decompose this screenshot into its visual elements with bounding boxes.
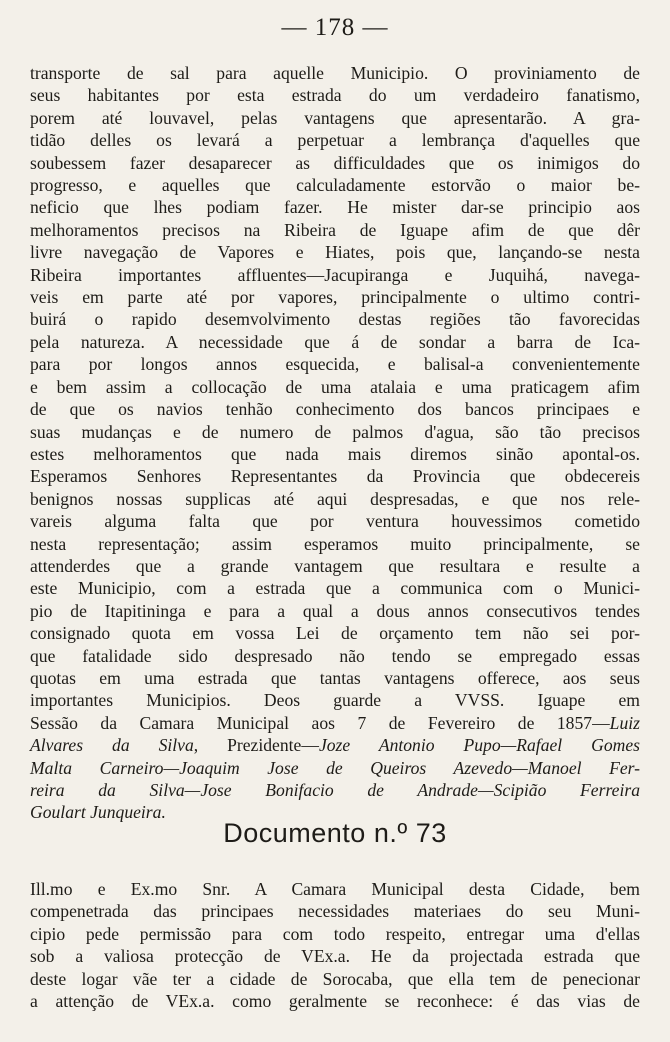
text-line: sob a valiosa protecção de VEx.a. He da projectada estrada que [30,946,640,967]
page-number: — 178 — [281,14,389,41]
text-line: compenetrada das principaes necessidades materiaes do seu Muni- [30,901,640,922]
text-line: e bem assim a collocação de uma atalaia e uma praticagem afim [30,376,640,397]
text-line: porem até louvavel, pelas vantagens que apresentarão. A gra- [30,107,640,128]
text-line: para por longos annos esquecida, e balisal-a convenientemente [30,354,640,375]
text-line: neficio que lhes podiam fazer. He mister dar-se principio aos [30,197,640,218]
text-line: attenderdes que a grande vantagem que resultara e resulte a [30,555,640,576]
text-line: de que os navios tenhão conhecimento dos bancos principaes e [30,399,640,420]
text-line: veis em parte até por vapores, principalmente o ultimo contri- [30,287,640,308]
text-line: melhoramentos precisos na Ribeira de Iguape afim de que dêr [30,219,640,240]
signature-line [30,779,640,801]
text-line: importantes Municipios. Deos guarde a VVSS. Iguape em [30,690,640,711]
text-line: benignos nossas supplicas até aqui despresadas, e que nos rele- [30,488,640,509]
text-line: pela natureza. A necessidade que á de sondar a barra de Ica- [30,331,640,352]
text-line: buirá o rapido desemvolvimento destas regiões tão favorecidas [30,309,640,330]
document-heading: Documento n.º 73 [223,818,447,848]
text-line: quotas em uma estrada que tantas vantagens offerece, aos seus [30,667,640,688]
signatory-title: , Prezidente— [193,735,319,756]
signature-line [30,734,640,756]
text-line: vareis alguma falta que por ventura houvessimos cometido [30,511,640,532]
text-line: consignado quota em vossa Lei de orçamento tem não sei por- [30,623,640,644]
signatory-name: Goulart Junqueira. [30,802,166,823]
signature-line [30,712,640,734]
signatory-names: reira da Silva—Jose Bonifacio de Andrade—Scipião Ferreira [30,780,640,800]
text-line: Sessão da Camara Municipal aos 7 de Fevereiro de 1857— [30,712,610,733]
text-line: Ill.mo e Ex.mo Snr. A Camara Municipal desta Cidade, bem [30,879,640,899]
text-line: progresso, e aquelles que calculadamente estorvão o maior be- [30,175,640,196]
text-line: seus habitantes por esta estrada do um verdadeiro fanatismo, [30,85,640,106]
signatory-names: Malta Carneiro—Joaquim Jose de Queiros Azevedo—Manoel Fer- [30,757,640,778]
text-line: Esperamos Senhores Representantes da Provincia que obdecereis [30,466,640,487]
signatory-name: Alvares da Silva [30,735,194,756]
text-line: tidão delles os levará a perpetuar a lembrança d'aquelles que [30,130,640,151]
text-line: soubessem fazer desaparecer as difficuldades que os inimigos do [30,152,640,173]
signature-line [30,757,640,779]
text-line: Ribeira importantes affluentes—Jacupiranga e Juquihá, navega- [30,264,640,285]
text-line: pio de Itapitininga e para a qual a dous annos consecutivos tendes [30,600,640,621]
signatory-name: Luiz [609,712,640,733]
paragraph-1 [30,62,640,824]
text-line: transporte de sal para aquelle Municipio. O proviniamento de [30,63,640,83]
signatory-name: Joze Antonio Pupo—Rafael Gomes [318,735,640,756]
text-line: nesta representação; assim esperamos muito principalmente, se [30,533,640,554]
text-line: a attenção de VEx.a. como geralmente se reconhece: é das vias de [30,991,640,1012]
text-line: que fatalidade sido despresado não tendo se empregado essas [30,645,640,666]
paragraph-2 [30,878,640,1012]
text-line: livre navegação de Vapores e Hiates, pois que, lançando-se nesta [30,242,640,263]
text-line: cipio pede permissão para com todo respeito, entregar uma d'ellas [30,923,640,944]
text-line: este Municipio, com a estrada que a communica com o Munici- [30,578,640,599]
text-line: suas mudanças e de numero de palmos d'agua, são tão precisos [30,421,640,442]
text-line: deste logar vãe ter a cidade de Sorocaba, que ella tem de penecionar [30,968,640,989]
text-line: estes melhoramentos que nada mais diremos sinão apontal-os. [30,443,640,464]
